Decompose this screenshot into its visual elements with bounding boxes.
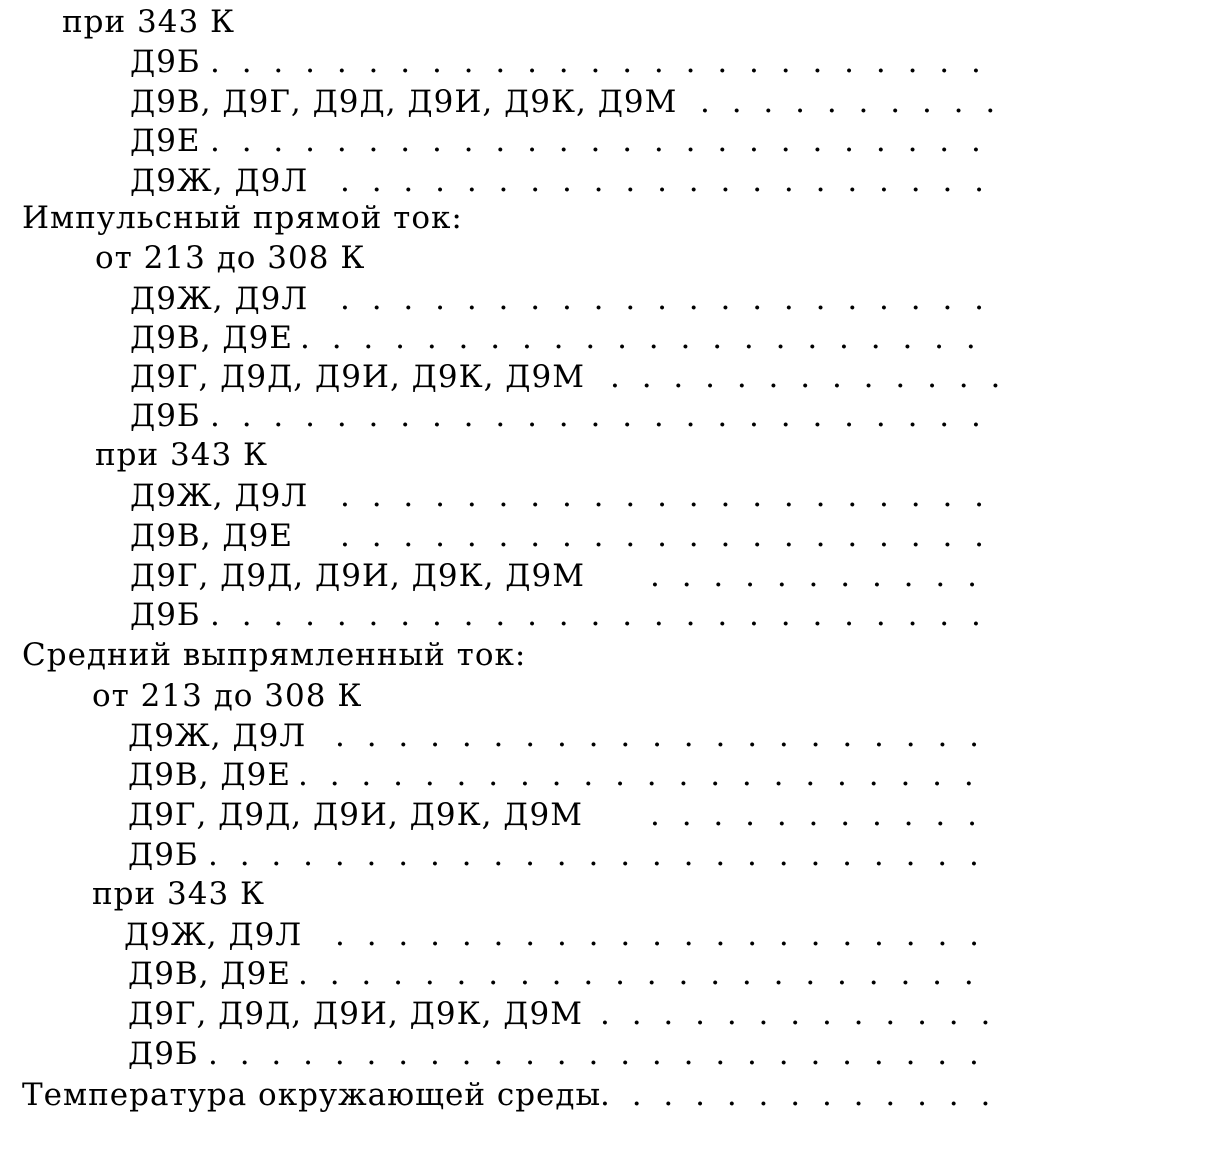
dot-leader	[335, 915, 995, 955]
section-heading-label: Средний выпрямленный ток:	[22, 637, 527, 673]
spec-label: Д9В, Д9Е	[128, 956, 291, 992]
dot-leader	[340, 476, 1000, 516]
dot-leader	[700, 82, 1000, 122]
subheading-label: от 213 до 308 К	[92, 678, 363, 714]
spec-label: Д9Ж, Д9Л	[124, 917, 303, 953]
spec-label: Д9В, Д9Г, Д9Д, Д9И, Д9К, Д9М	[130, 84, 678, 120]
spec-label: Д9Б	[130, 398, 201, 434]
dot-leader	[600, 994, 995, 1034]
spec-label: Д9В, Д9Е	[128, 757, 291, 793]
spec-label: Д9Ж, Д9Л	[130, 478, 309, 514]
dot-leader	[210, 396, 1000, 436]
dot-leader	[340, 279, 1000, 319]
dot-leader	[650, 795, 995, 835]
spec-label: Д9Б	[130, 44, 201, 80]
dot-leader	[340, 161, 1000, 201]
spec-label: Д9Е	[130, 123, 201, 159]
spec-label: Д9Б	[128, 1036, 199, 1072]
subheading-label: при 343 К	[92, 876, 266, 912]
spec-label: Д9Б	[130, 597, 201, 633]
dot-leader	[650, 556, 1000, 596]
spec-label: Д9Ж, Д9Л	[130, 163, 309, 199]
dot-leader	[298, 755, 995, 795]
spec-label: Д9Г, Д9Д, Д9И, Д9К, Д9М	[130, 558, 585, 594]
subheading-label: от 213 до 308 К	[95, 240, 366, 276]
dot-leader	[210, 42, 1000, 82]
dot-leader	[210, 595, 1000, 635]
spec-label: Д9Г, Д9Д, Д9И, Д9К, Д9М	[128, 996, 583, 1032]
dot-leader	[208, 1034, 995, 1074]
spec-label: Д9В, Д9Е	[130, 518, 293, 554]
dot-leader	[335, 716, 995, 756]
section-heading-label: Импульсный прямой ток:	[22, 200, 463, 236]
spec-label: Температура окружающей среды	[22, 1077, 602, 1113]
dot-leader	[340, 516, 1000, 556]
spec-label: Д9Б	[128, 837, 199, 873]
dot-leader	[210, 121, 1000, 161]
dot-leader	[300, 318, 1000, 358]
subheading-label: при 343 К	[62, 4, 236, 40]
dot-leader	[600, 1075, 995, 1115]
spec-label: Д9В, Д9Е	[130, 320, 293, 356]
spec-label: Д9Ж, Д9Л	[128, 718, 307, 754]
spec-label: Д9Ж, Д9Л	[130, 281, 309, 317]
spec-label: Д9Г, Д9Д, Д9И, Д9К, Д9М	[128, 797, 583, 833]
dot-leader	[208, 835, 995, 875]
dot-leader	[298, 954, 995, 994]
dot-leader	[610, 357, 1000, 397]
subheading-label: при 343 К	[95, 437, 269, 473]
spec-label: Д9Г, Д9Д, Д9И, Д9К, Д9М	[130, 359, 585, 395]
